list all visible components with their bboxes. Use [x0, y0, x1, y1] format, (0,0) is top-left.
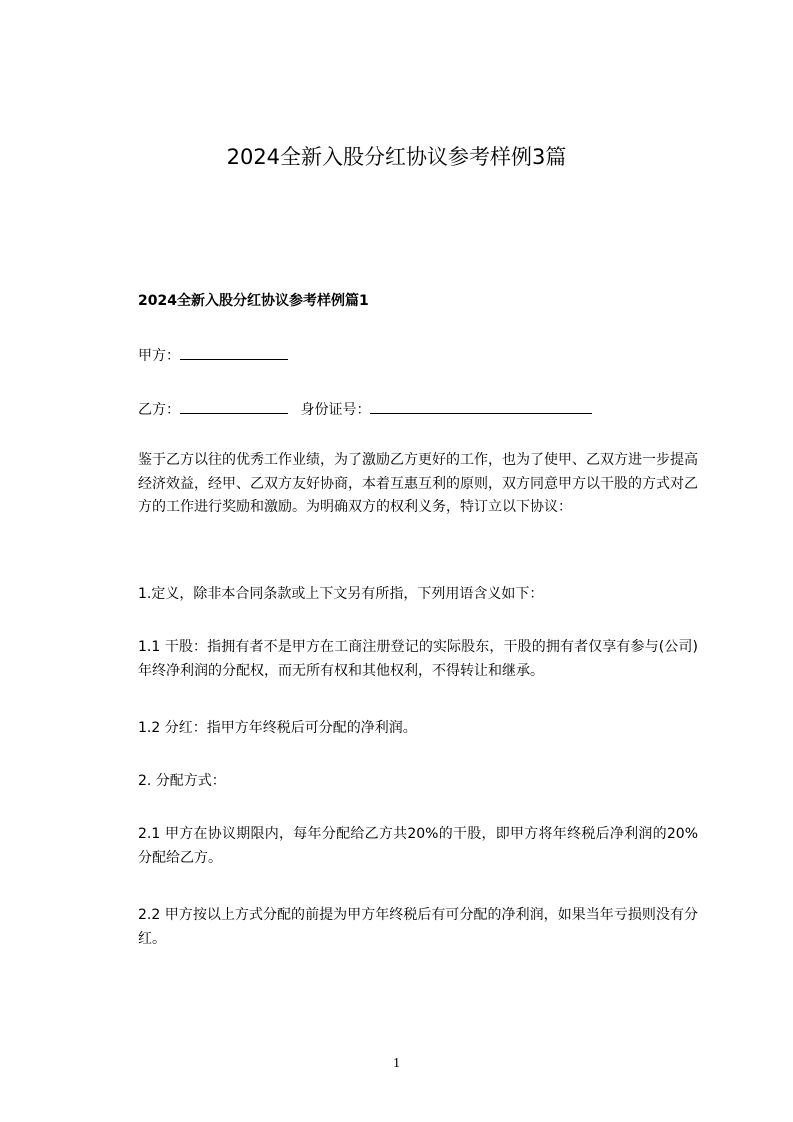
- clause-2-1-block: [138, 823, 698, 870]
- id-number-blank: [370, 399, 592, 414]
- clause-2: 2. 分配方式：: [138, 773, 226, 789]
- document-title: 2024全新入股分红协议参考样例3篇: [226, 145, 567, 169]
- clause-1-2: 1.2 分红：指甲方年终税后可分配的净利润。: [138, 720, 417, 736]
- party-a-label: 甲方：: [138, 348, 180, 364]
- intro-paragraph: 鉴于乙方以往的优秀工作业绩，为了激励乙方更好的工作，也为了使甲、乙双方进一步提高经济效益，经甲、乙双方友好协商，本着互惠互利的原则，双方同意甲方以干股的方式对乙方的工作进行奖励和激励。为明确双方的权利义务，特订立以下协议：: [138, 452, 698, 515]
- party-b-line: [138, 399, 592, 420]
- party-b-blank: [180, 399, 288, 414]
- clause-1: 1.定义，除非本合同条款或上下文另有所指，下列用语含义如下：: [138, 586, 544, 602]
- section-heading: 2024全新入股分红协议参考样例篇1: [138, 293, 369, 309]
- id-label: 身份证号：: [300, 402, 371, 418]
- clause-1-1: 1.1 干股：指拥有者不是甲方在工商注册登记的实际股东，干股的拥有者仅享有参与(公司)年终净利润的分配权，而无所有权和其他权利，不得转让和继承。: [138, 639, 698, 679]
- clause-2-2: 2.2 甲方按以上方式分配的前提为甲方年终税后有可分配的净利润，如果当年亏损则没有分红。: [138, 907, 698, 947]
- party-a-line: [138, 345, 288, 366]
- clause-2-2-block: [138, 904, 698, 951]
- party-b-label: 乙方：: [138, 402, 180, 418]
- page-number: 1: [393, 1056, 400, 1071]
- clause-1-1-block: [138, 636, 698, 683]
- intro-paragraph-block: [138, 449, 698, 520]
- party-a-blank: [180, 345, 288, 360]
- clause-2-1: 2.1 甲方在协议期限内，每年分配给乙方共20%的干股，即甲方将年终税后净利润的20%分配给乙方。: [138, 826, 698, 866]
